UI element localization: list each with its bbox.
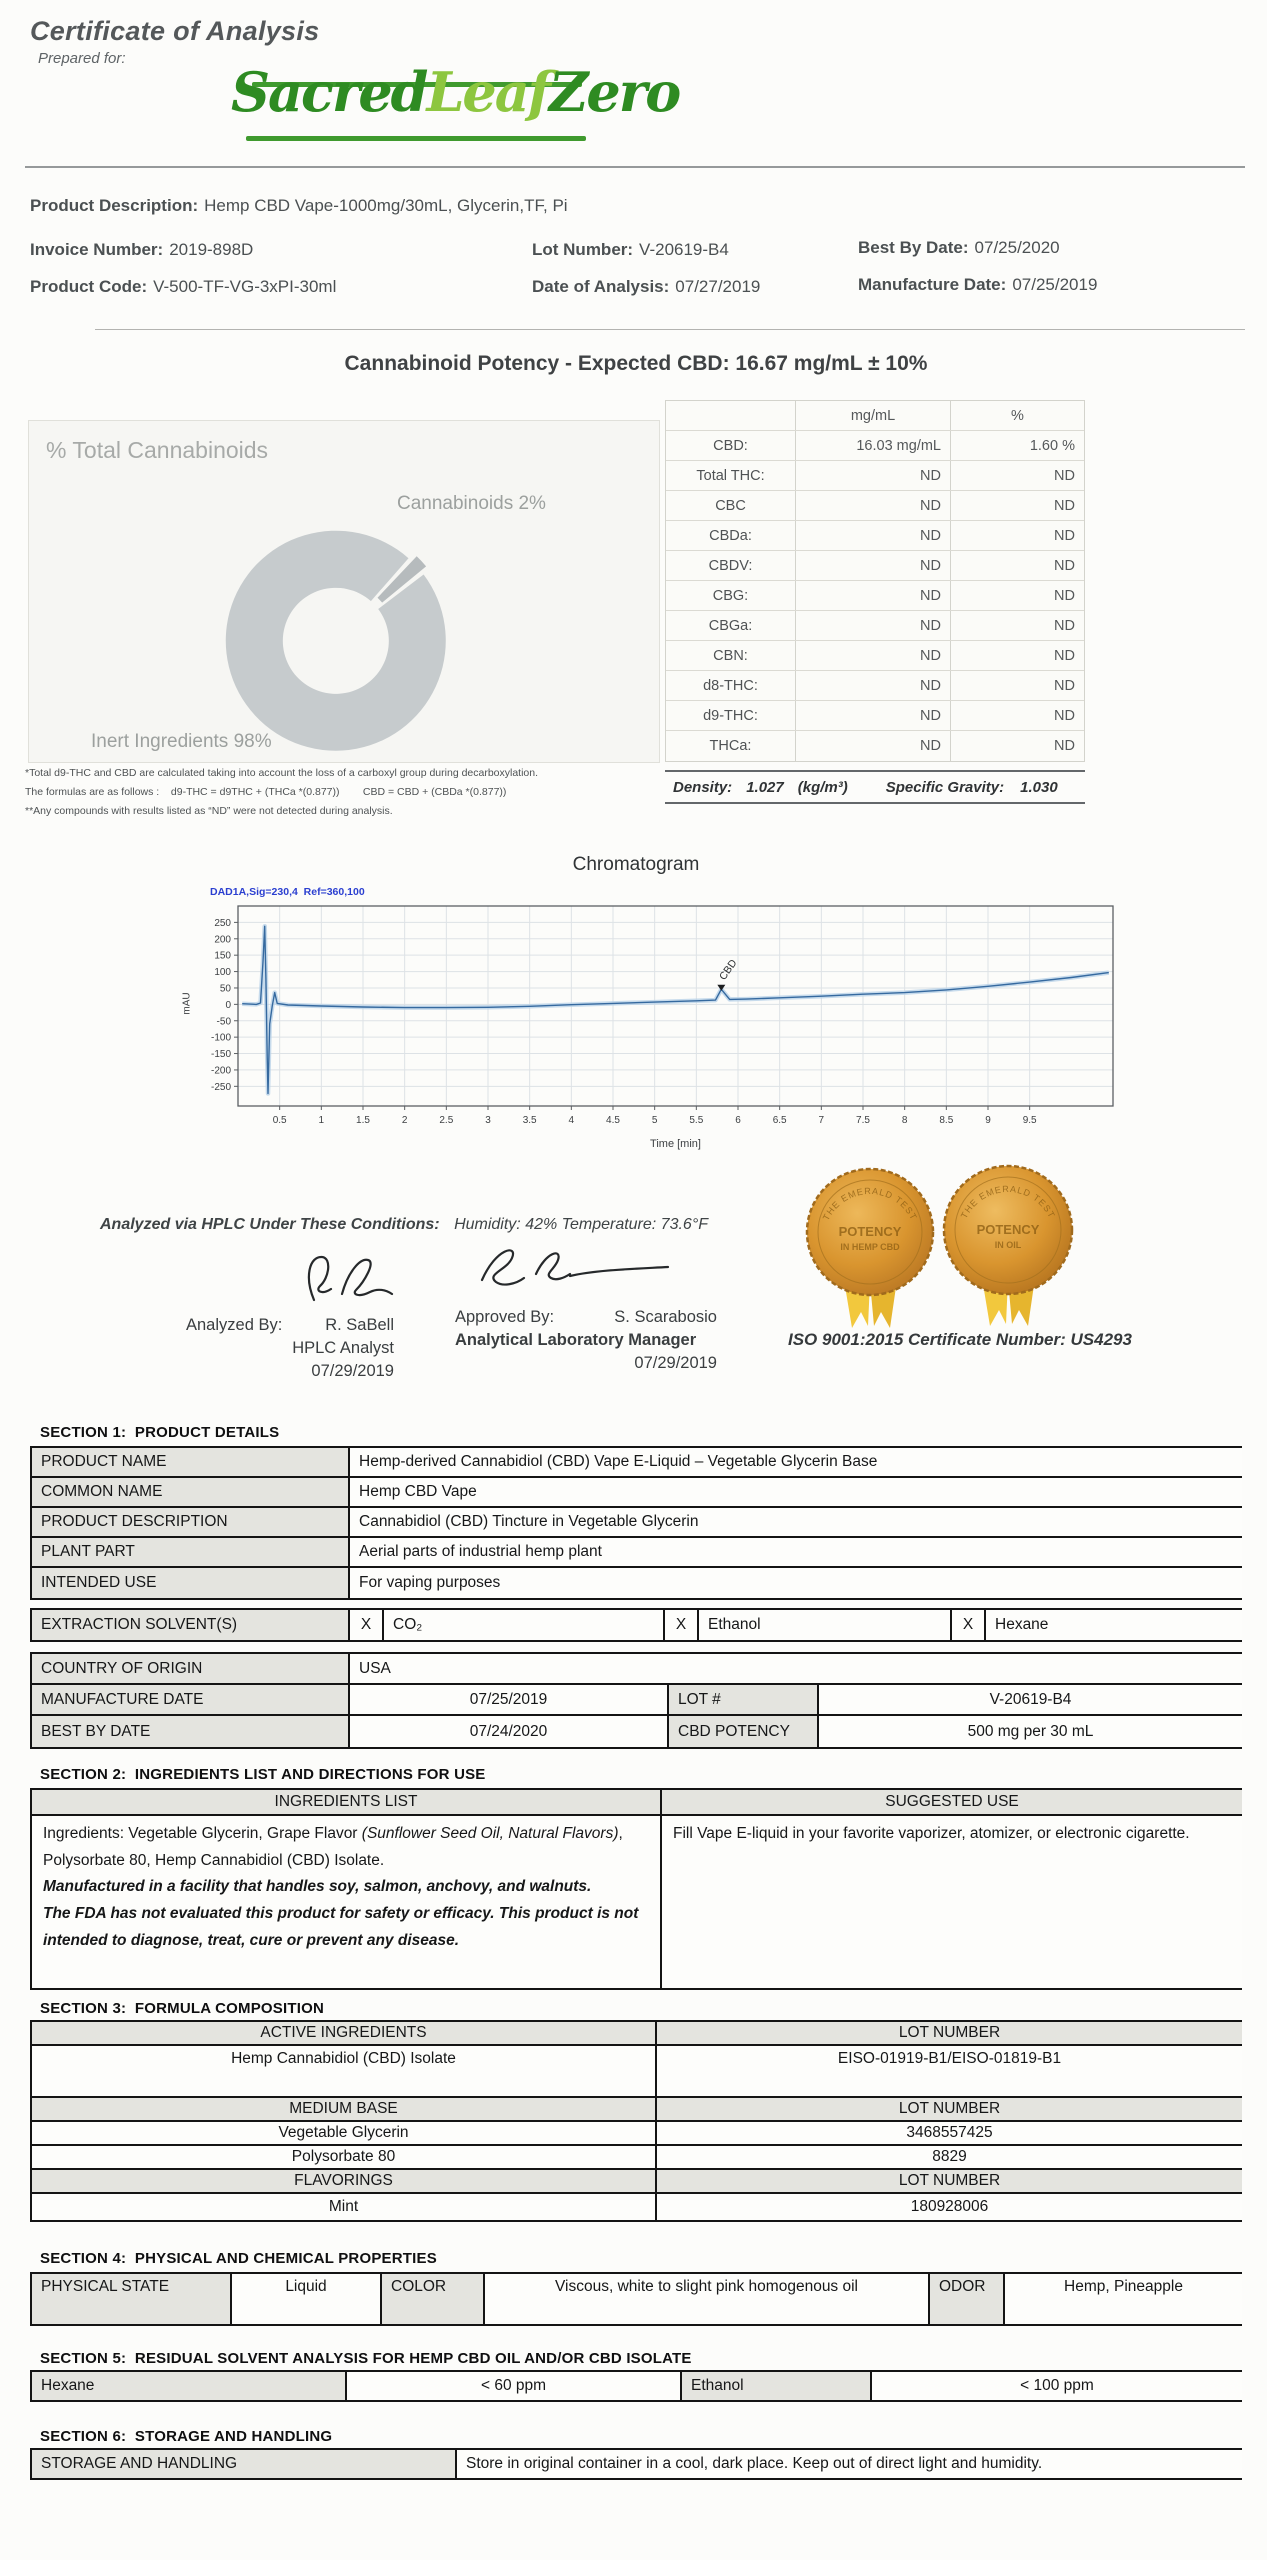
- row-value: Aerial parts of industrial hemp plant: [359, 1543, 602, 1560]
- table-row: [32, 1448, 1242, 1478]
- footnote-3: **Any compounds with results listed as “ND” were not detected during analysis.: [25, 805, 393, 817]
- table-row: [666, 671, 1084, 701]
- section5-table: [30, 2370, 1242, 2402]
- conditions-value: Humidity: 42% Temperature: 73.6°F: [454, 1216, 708, 1233]
- medium-lot: 3468557425: [906, 2124, 993, 2141]
- table-row: [666, 431, 1084, 461]
- table-row: [666, 731, 1084, 761]
- section-divider: [95, 329, 1245, 330]
- header-pct: %: [1011, 407, 1024, 424]
- y-tick-label: -200: [210, 1065, 231, 1077]
- table-row: [666, 491, 1084, 521]
- storage-value: Store in original container in a cool, dark place. Keep out of direct light and humidity.: [466, 2455, 1043, 2472]
- mfg-date-label: MANUFACTURE DATE: [32, 1685, 350, 1714]
- x-tick-label: 5: [651, 1115, 658, 1126]
- approved-by-label: Approved By:: [455, 1308, 555, 1326]
- approved-by-date: 07/29/2019: [634, 1354, 717, 1372]
- row-label: PRODUCT DESCRIPTION: [32, 1508, 350, 1536]
- hexane-label: Hexane: [32, 2372, 347, 2400]
- seal-arc-text: THE EMERALD TEST: [820, 1185, 920, 1223]
- x-tick-label: 7.5: [856, 1115, 870, 1126]
- solvent-mark: X: [952, 1610, 986, 1640]
- analyte: CBC: [666, 491, 796, 520]
- section5-header: SECTION 5: RESIDUAL SOLVENT ANALYSIS FOR HEMP CBD OIL AND/OR CBD ISOLATE: [40, 2350, 692, 2367]
- chromatogram-signal-label: DAD1A,Sig=230,4 Ref=360,100: [210, 886, 365, 898]
- trace-line: [242, 926, 1109, 1093]
- analyte: THCa:: [666, 731, 796, 761]
- cbd-potency-label: CBD POTENCY: [669, 1716, 819, 1747]
- extraction-solvents-table: [30, 1608, 1242, 1642]
- mg-value: ND: [796, 731, 951, 761]
- mfg-date: [858, 275, 1097, 295]
- physical-state-label: PHYSICAL STATE: [32, 2274, 232, 2324]
- invoice-number: [30, 240, 253, 260]
- color-label: COLOR: [382, 2274, 485, 2324]
- table-row: [32, 1478, 1242, 1508]
- analyte: d8-THC:: [666, 671, 796, 700]
- chromatogram-title: Chromatogram: [572, 854, 700, 875]
- x-tick-label: 6: [735, 1115, 741, 1126]
- physical-state-value: Liquid: [232, 2274, 382, 2324]
- approved-by-block: [455, 1306, 717, 1375]
- product-code-label: Product Code:: [30, 277, 148, 296]
- ingredients-list-cell: [32, 1816, 662, 1988]
- emerald-test-seal-hemp-cbd: [800, 1164, 940, 1336]
- row-label: PRODUCT NAME: [32, 1448, 350, 1476]
- product-description-label: Product Description:: [30, 196, 199, 215]
- mfg-date-value: 07/25/2019: [1012, 275, 1098, 294]
- section1-header: SECTION 1: PRODUCT DETAILS: [40, 1424, 280, 1441]
- donut-chart-title: % Total Cannabinoids: [46, 437, 269, 463]
- analysis-date: [532, 277, 760, 297]
- medium-name: Vegetable Glycerin: [32, 2122, 657, 2144]
- mg-value: ND: [796, 551, 951, 580]
- section1-table: [30, 1446, 1242, 1600]
- analysis-date-label: Date of Analysis:: [532, 277, 670, 296]
- active-ingredients-header: ACTIVE INGREDIENTS: [32, 2022, 657, 2044]
- section3-header: SECTION 3: FORMULA COMPOSITION: [40, 2000, 324, 2017]
- y-tick-label: -250: [210, 1081, 231, 1093]
- lot-number: [532, 240, 729, 260]
- footnote-2: The formulas are as follows : d9-THC = d9THC + (THCa *(0.877)) CBD = CBD + (CBDa *(0.877)): [25, 786, 507, 798]
- seal-line1: POTENCY: [838, 1224, 902, 1239]
- table-row: [32, 2146, 1242, 2170]
- allergen-statement: Manufactured in a facility that handles soy, salmon, anchovy, and walnuts.: [43, 1878, 592, 1896]
- suggested-use-cell: Fill Vape E-liquid in your favorite vaporizer, atomizer, or electronic cigarette.: [673, 1825, 1190, 1842]
- density-unit: (kg/m³): [797, 778, 848, 796]
- section2-header: SECTION 2: INGREDIENTS LIST AND DIRECTIONS FOR USE: [40, 1766, 486, 1783]
- x-tick-label: 7: [818, 1115, 825, 1126]
- pct-value: ND: [1054, 467, 1075, 484]
- header-empty-cell: [666, 401, 796, 430]
- analyst-signature: [298, 1248, 408, 1312]
- lot-value: V-20619-B4: [989, 1690, 1072, 1708]
- section2-table: [30, 1788, 1242, 1990]
- section6-header: SECTION 6: STORAGE AND HANDLING: [40, 2428, 333, 2445]
- lot-label: LOT #: [669, 1685, 819, 1714]
- odor-label: ODOR: [930, 2274, 1005, 2324]
- chromatogram-plot: [180, 884, 1135, 1134]
- x-tick-label: 9: [985, 1115, 991, 1126]
- analyte: CBN:: [666, 641, 796, 670]
- row-label: INTENDED USE: [32, 1568, 350, 1598]
- section6-table: [30, 2448, 1242, 2480]
- x-tick-label: 1.5: [356, 1115, 370, 1126]
- seal-line2: IN HEMP CBD: [840, 1242, 900, 1252]
- mg-value: ND: [796, 641, 951, 670]
- trace-halo: [242, 926, 1109, 1093]
- analyte: CBG:: [666, 581, 796, 610]
- analyte: CBDV:: [666, 551, 796, 580]
- signature-stroke: [536, 1253, 570, 1279]
- table-row: [32, 1716, 1242, 1747]
- x-axis-title: Time [min]: [650, 1138, 701, 1150]
- table-row: [32, 2372, 1242, 2400]
- best-by-value: 07/25/2020: [974, 238, 1060, 257]
- x-tick-label: 4.5: [606, 1115, 620, 1126]
- best-by-label: Best By Date:: [858, 238, 969, 257]
- table-row: [32, 2194, 1242, 2220]
- table-header-row: [32, 2022, 1242, 2046]
- y-tick-label: 250: [214, 917, 231, 929]
- table-header-row: [32, 1790, 1242, 1816]
- table-row: [32, 1538, 1242, 1568]
- flavor-name: Mint: [32, 2194, 657, 2220]
- solvent-name: Hexane: [995, 1616, 1049, 1633]
- table-row: [32, 1610, 1242, 1640]
- solvents-label: EXTRACTION SOLVENT(S): [32, 1610, 350, 1640]
- active-ingredient-name: Hemp Cannabidiol (CBD) Isolate: [32, 2046, 657, 2096]
- ingredients-text-italic: (Sunflower Seed Oil, Natural Flavors): [361, 1825, 619, 1842]
- analyzed-by-block: [186, 1314, 394, 1383]
- table-row: [32, 1568, 1242, 1598]
- approved-by-name: S. Scarabosio: [614, 1308, 717, 1326]
- best-by-label: BEST BY DATE: [32, 1716, 350, 1747]
- ingredients-text: , Polysorbate 80, Hemp Cannabidiol (CBD) Isolate.: [43, 1825, 623, 1869]
- row-value: Hemp CBD Vape: [359, 1483, 477, 1500]
- conditions-label: Analyzed via HPLC Under These Conditions:: [100, 1216, 440, 1233]
- x-tick-label: 1: [318, 1115, 325, 1126]
- product-description-value: Hemp CBD Vape-1000mg/30mL, Glycerin,TF, Pi: [204, 196, 568, 215]
- invoice-value: 2019-898D: [169, 240, 254, 259]
- chromatogram: [180, 884, 1135, 1179]
- y-tick-label: -150: [210, 1049, 231, 1061]
- hexane-value: < 60 ppm: [347, 2372, 682, 2400]
- table-row: [32, 2046, 1242, 2098]
- row-label: COMMON NAME: [32, 1478, 350, 1506]
- row-value: For vaping purposes: [359, 1574, 501, 1591]
- mg-value: ND: [796, 701, 951, 730]
- x-tick-label: 4: [568, 1115, 575, 1126]
- section4-header: SECTION 4: PHYSICAL AND CHEMICAL PROPERTIES: [40, 2250, 437, 2267]
- lot-number-header: LOT NUMBER: [657, 2098, 1242, 2120]
- emerald-test-seal-oil: [938, 1162, 1078, 1334]
- solvent-mark: X: [350, 1610, 384, 1640]
- section4-table: [30, 2272, 1242, 2326]
- cannabinoid-results-table: [665, 400, 1085, 762]
- analyte: CBDa:: [666, 521, 796, 550]
- specific-gravity-label: Specific Gravity:: [885, 778, 1005, 796]
- product-description: [30, 196, 568, 216]
- pct-value: ND: [1054, 587, 1075, 604]
- active-ingredient-lot: EISO-01919-B1/EISO-01819-B1: [837, 2050, 1062, 2067]
- hplc-conditions: [100, 1216, 708, 1234]
- y-tick-label: 200: [214, 934, 231, 946]
- analyzed-by-label: Analyzed By:: [186, 1316, 283, 1334]
- mg-value: ND: [796, 461, 951, 490]
- invoice-label: Invoice Number:: [30, 240, 164, 259]
- header-divider: [25, 166, 1245, 168]
- analyzed-by-title: HPLC Analyst: [292, 1339, 394, 1357]
- table-row: [666, 641, 1084, 671]
- odor-value: Hemp, Pineapple: [1064, 2278, 1183, 2295]
- pct-value: ND: [1054, 647, 1075, 664]
- mg-value: ND: [796, 491, 951, 520]
- row-value: Cannabidiol (CBD) Tincture in Vegetable Glycerin: [359, 1513, 699, 1530]
- x-tick-label: 9.5: [1022, 1115, 1037, 1126]
- mg-value: 16.03 mg/mL: [796, 431, 951, 460]
- logo-part-zero: Zero: [548, 60, 680, 124]
- storage-label: STORAGE AND HANDLING: [32, 2450, 457, 2478]
- pct-value: 1.60 %: [1029, 437, 1075, 454]
- table-row: [32, 2274, 1242, 2324]
- product-code-value: V-500-TF-VG-3xPI-30ml: [153, 277, 337, 296]
- table-row: [32, 1654, 1242, 1685]
- manager-signature: [466, 1242, 681, 1302]
- y-tick-label: -50: [216, 1016, 231, 1028]
- lot-number-header: LOT NUMBER: [657, 2170, 1242, 2192]
- pct-value: ND: [1054, 677, 1075, 694]
- analyte: d9-THC:: [666, 701, 796, 730]
- table-row: [666, 521, 1084, 551]
- seal-line2: IN OIL: [994, 1240, 1022, 1250]
- fda-disclaimer: The FDA has not evaluated this product for safety or efficacy. This product is not intended to diagnose, treat, cure or prevent any disease.: [43, 1904, 639, 1949]
- y-tick-label: 0: [225, 999, 231, 1011]
- pct-value: ND: [1054, 527, 1075, 544]
- header-mg: mg/mL: [796, 401, 951, 430]
- iso-certificate-text: ISO 9001:2015 Certificate Number: US4293: [788, 1330, 1132, 1349]
- y-tick-label: 50: [219, 983, 231, 995]
- density-label: Density:: [673, 778, 733, 796]
- section3-table: [30, 2020, 1242, 2222]
- mg-value: ND: [796, 581, 951, 610]
- flavorings-header: FLAVORINGS: [32, 2170, 657, 2192]
- mg-value: ND: [796, 671, 951, 700]
- pct-value: ND: [1054, 738, 1075, 754]
- x-tick-label: 3: [485, 1115, 491, 1126]
- origin-table: [30, 1652, 1242, 1749]
- peak-annotation: CBD: [716, 957, 740, 983]
- prepared-for-label: Prepared for:: [38, 50, 126, 67]
- footnote-1: *Total d9-THC and CBD are calculated taking into account the loss of a carboxyl group during decarboxylation.: [25, 767, 539, 779]
- color-value: Viscous, white to slight pink homogenous oil: [485, 2274, 930, 2324]
- x-tick-label: 8.5: [939, 1115, 954, 1126]
- logo-part-sacred: Sacred: [231, 60, 427, 124]
- flavor-lot: 180928006: [910, 2198, 989, 2215]
- ethanol-label: Ethanol: [682, 2372, 872, 2400]
- analyte: Total THC:: [666, 461, 796, 490]
- specific-gravity-value: 1.030: [1020, 778, 1058, 796]
- x-tick-label: 5.5: [689, 1115, 704, 1126]
- signature-stroke: [342, 1260, 392, 1295]
- suggested-use-header: SUGGESTED USE: [662, 1790, 1242, 1814]
- table-row: [32, 1685, 1242, 1716]
- brand-logo: [231, 60, 679, 124]
- best-by-value: 07/24/2020: [350, 1716, 669, 1747]
- ingredients-list-header: INGREDIENTS LIST: [32, 1790, 662, 1814]
- table-row: [666, 701, 1084, 731]
- pct-value: ND: [1054, 497, 1075, 514]
- medium-base-header: MEDIUM BASE: [32, 2098, 657, 2120]
- signature-stroke: [309, 1257, 331, 1300]
- table-header-row: [666, 401, 1084, 431]
- cannabinoids-chart-panel: [28, 420, 660, 763]
- y-tick-label: -100: [210, 1032, 231, 1044]
- table-header-row: [32, 2098, 1242, 2122]
- table-header-row: [32, 2170, 1242, 2194]
- analyzed-by-name: R. SaBell: [325, 1316, 394, 1334]
- mg-value: ND: [796, 521, 951, 550]
- table-row: [666, 611, 1084, 641]
- country-value: USA: [359, 1659, 391, 1677]
- table-row: [32, 1508, 1242, 1538]
- analyzed-by-date: 07/29/2019: [311, 1362, 394, 1380]
- logo-bar-bottom: [246, 136, 586, 141]
- table-row: [666, 551, 1084, 581]
- analyte: CBGa:: [666, 611, 796, 640]
- lot-number-header: LOT NUMBER: [657, 2022, 1242, 2044]
- best-by-date: [858, 238, 1060, 258]
- y-tick-label: 150: [214, 950, 231, 962]
- potency-title: Cannabinoid Potency - Expected CBD: 16.67 mg/mL ± 10%: [344, 352, 928, 375]
- table-row: [32, 1816, 1242, 1988]
- seal-arc-text: THE EMERALD TEST: [958, 1183, 1058, 1221]
- x-tick-label: 3.5: [522, 1115, 537, 1126]
- medium-lot: 8829: [932, 2148, 967, 2165]
- table-row: [32, 2450, 1242, 2478]
- ingredients-text: Ingredients: Vegetable Glycerin, Grape Flavor: [43, 1825, 362, 1842]
- analyte: CBD:: [666, 431, 796, 460]
- analysis-date-value: 07/27/2019: [675, 277, 761, 296]
- x-tick-label: 0.5: [272, 1115, 287, 1126]
- x-tick-label: 6.5: [772, 1115, 787, 1126]
- product-code: [30, 277, 336, 297]
- medium-name: Polysorbate 80: [32, 2146, 657, 2168]
- pct-value: ND: [1054, 617, 1075, 634]
- table-row: [666, 581, 1084, 611]
- donut-label-inert: Inert Ingredients 98%: [91, 731, 272, 752]
- lot-value: V-20619-B4: [639, 240, 729, 259]
- signature-stroke: [482, 1250, 524, 1284]
- solvent-mark: X: [665, 1610, 699, 1640]
- page-title: Certificate of Analysis: [30, 16, 320, 46]
- pct-value: ND: [1054, 707, 1075, 724]
- y-axis-title: mAU: [181, 992, 193, 1015]
- donut-label-cannabinoids: Cannabinoids 2%: [397, 493, 546, 514]
- row-label: PLANT PART: [32, 1538, 350, 1566]
- y-tick-label: 100: [214, 967, 231, 979]
- country-label: COUNTRY OF ORIGIN: [32, 1654, 350, 1683]
- table-row: [666, 461, 1084, 491]
- solvent-name: Ethanol: [699, 1610, 952, 1640]
- density-row: [665, 770, 1085, 804]
- x-tick-label: 2: [401, 1115, 408, 1126]
- signature-stroke: [570, 1267, 668, 1276]
- logo-part-leaf: Leaf: [426, 60, 549, 124]
- lot-label: Lot Number:: [532, 240, 634, 259]
- x-tick-label: 8: [901, 1115, 908, 1126]
- cbd-potency-value: 500 mg per 30 mL: [967, 1722, 1094, 1740]
- mfg-date-label: Manufacture Date:: [858, 275, 1007, 294]
- mfg-date-value: 07/25/2019: [350, 1685, 669, 1714]
- table-row: [32, 2122, 1242, 2146]
- potency-footnotes: [25, 764, 680, 821]
- solvent-name: CO₂: [384, 1610, 665, 1640]
- mg-value: ND: [796, 611, 951, 640]
- pct-value: ND: [1054, 557, 1075, 574]
- approved-by-title: Analytical Laboratory Manager: [455, 1331, 697, 1349]
- x-tick-label: 2.5: [439, 1115, 454, 1126]
- donut-chart: [216, 521, 456, 761]
- density-value: 1.027: [746, 778, 784, 796]
- row-value: Hemp-derived Cannabidiol (CBD) Vape E-Liquid – Vegetable Glycerin Base: [359, 1453, 878, 1470]
- seal-line1: POTENCY: [976, 1222, 1040, 1237]
- ethanol-value: < 100 ppm: [1020, 2377, 1094, 2394]
